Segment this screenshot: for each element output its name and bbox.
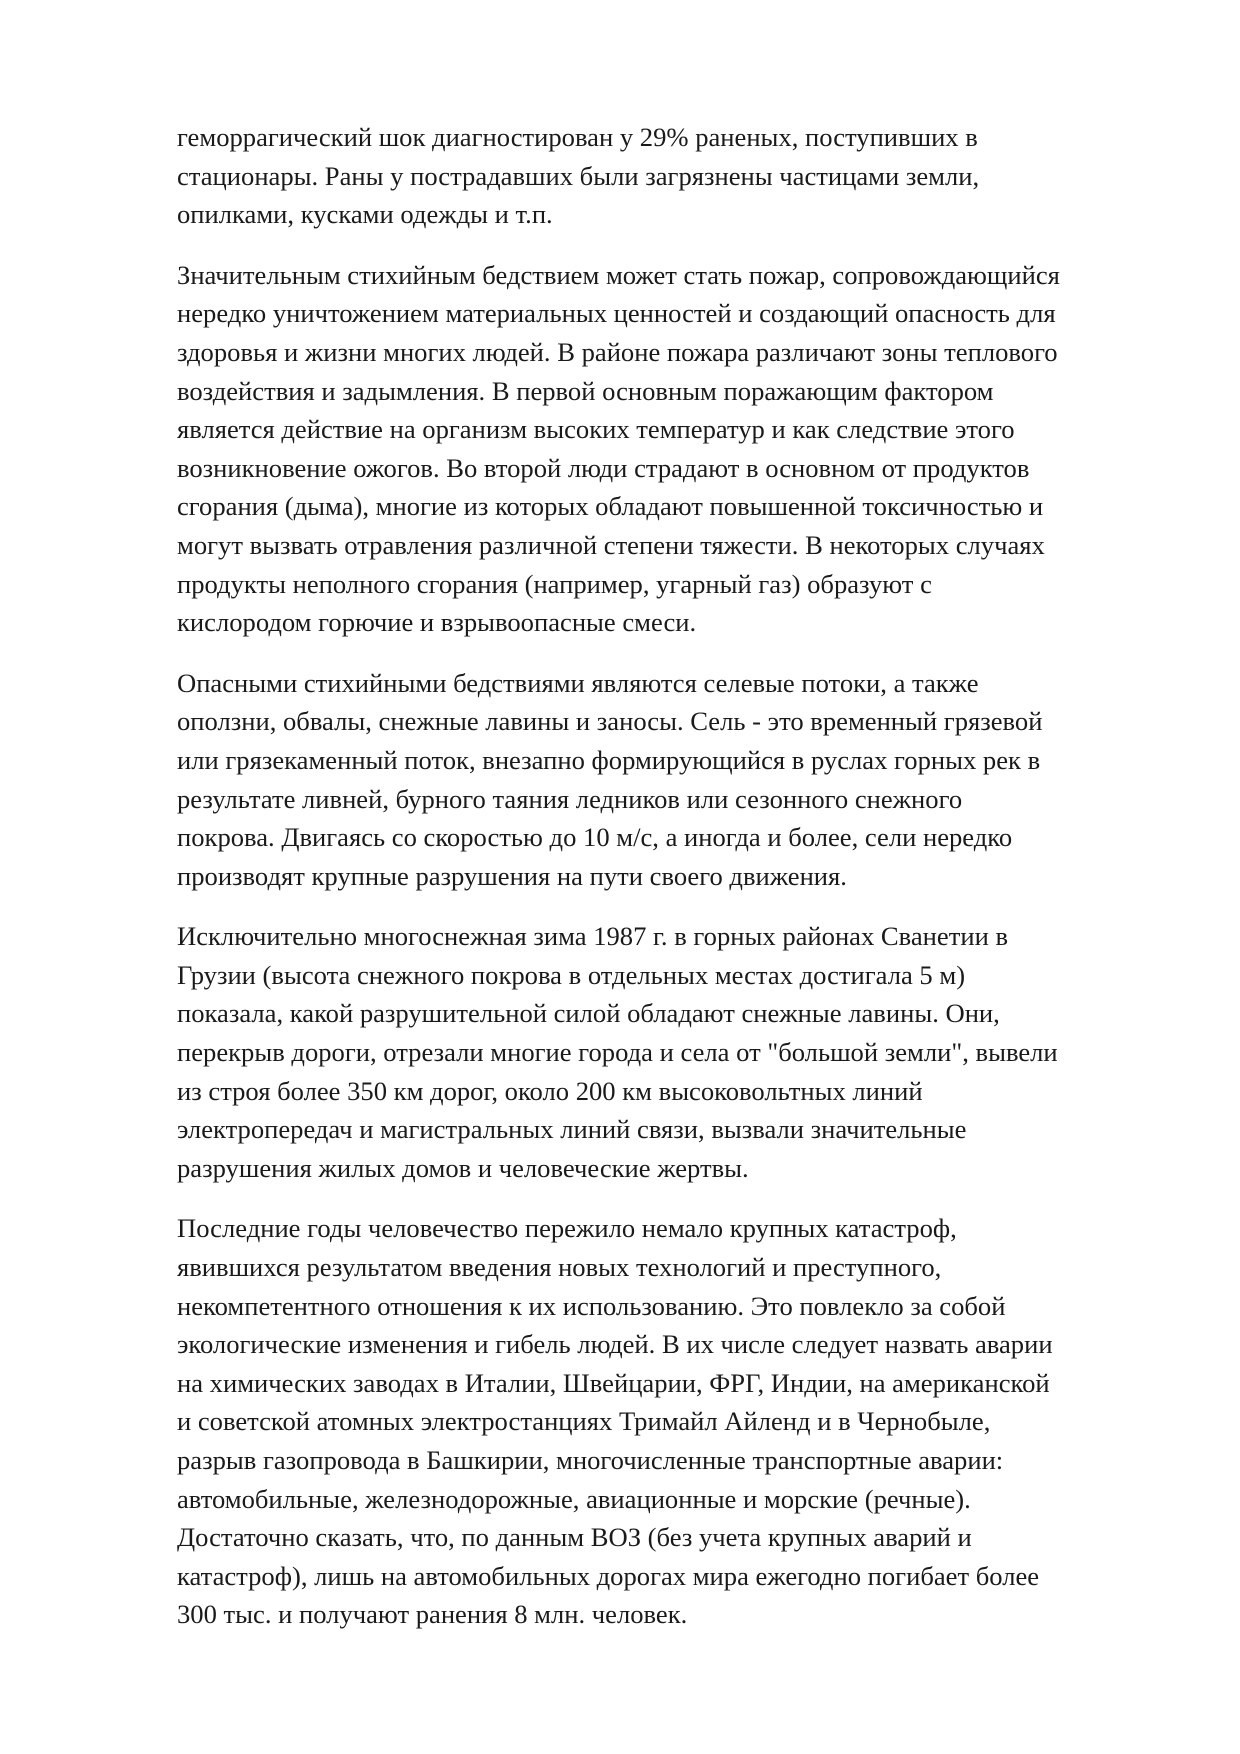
- text-line: 300 тыс. и получают ранения 8 млн. человек.: [177, 1599, 688, 1630]
- text-line: на химических заводах в Италии, Швейцарии, ФРГ, Индии, на американской: [177, 1367, 1050, 1398]
- text-line: некомпетентного отношения к их использованию. Это повлекло за собой: [177, 1290, 1006, 1321]
- text-line: результате ливней, бурного таяния ледников или сезонного снежного: [177, 783, 963, 814]
- text-line: экологические изменения и гибель людей. В их числе следует назвать аварии: [177, 1329, 1053, 1360]
- text-line: явившихся результатом введения новых технологий и преступного,: [177, 1252, 942, 1283]
- text-line: Опасными стихийными бедствиями являются селевые потоки, а также: [177, 667, 979, 698]
- text-line: Значительным стихийным бедствием может стать пожар, сопровождающийся: [177, 259, 1060, 290]
- text-line: производят крупные разрушения на пути своего движения.: [177, 860, 847, 891]
- text-line: из строя более 350 км дорог, около 200 км высоковольтных линий: [177, 1075, 923, 1106]
- text-line: разрушения жилых домов и человеческие жертвы.: [177, 1152, 749, 1183]
- text-line: воздействия и задымления. В первой основным поражающим фактором: [177, 375, 994, 406]
- text-line: кислородом горючие и взрывоопасные смеси.: [177, 607, 697, 638]
- text-line: автомобильные, железнодорожные, авиационные и морские (речные).: [177, 1483, 971, 1514]
- paragraph-mudflows: [177, 664, 1162, 896]
- text-line: возникновение ожогов. Во второй люди страдают в основном от продуктов: [177, 452, 1030, 483]
- text-line: катастроф), лишь на автомобильных дорогах мира ежегодно погибает более: [177, 1560, 1040, 1591]
- text-line: геморрагический шок диагностирован у 29% раненых, поступивших в: [177, 122, 978, 152]
- text-line: сгорания (дыма), многие из которых обладают повышенной токсичностью и: [177, 491, 1044, 522]
- text-line: покрова. Двигаясь со скоростью до 10 м/с, а иногда и более, сели нередко: [177, 822, 1013, 853]
- text-line: Грузии (высота снежного покрова в отдельных местах достигала 5 м): [177, 959, 966, 990]
- text-line: показала, какой разрушительной силой обладают снежные лавины. Они,: [177, 998, 1000, 1029]
- paragraph-fire: [177, 256, 1162, 642]
- paragraph-technological-disasters: [177, 1209, 1162, 1634]
- paragraph-avalanches: [177, 917, 1162, 1187]
- text-line: нередко уничтожением материальных ценностей и создающий опасность для: [177, 298, 1056, 329]
- text-line: Исключительно многоснежная зима 1987 г. в горных районах Сванетии в: [177, 921, 1009, 952]
- text-line: могут вызвать отравления различной степени тяжести. В некоторых случаях: [177, 529, 1045, 560]
- text-line: опилками, кусками одежды и т.п.: [177, 199, 553, 230]
- text-line: Последние годы человечество пережило немало крупных катастроф,: [177, 1213, 957, 1244]
- document-body: [177, 118, 1162, 1656]
- text-line: перекрыв дороги, отрезали многие города и села от "большой земли", вывели: [177, 1037, 1058, 1068]
- text-line: или грязекаменный поток, внезапно формирующийся в руслах горных рек в: [177, 744, 1041, 775]
- text-line: является действие на организм высоких температур и как следствие этого: [177, 414, 1015, 445]
- text-line: и советской атомных электростанциях Тримайл Айленд и в Чернобыле,: [177, 1406, 991, 1437]
- text-line: здоровья и жизни многих людей. В районе пожара различают зоны теплового: [177, 336, 1058, 367]
- text-line: разрыв газопровода в Башкирии, многочисленные транспортные аварии:: [177, 1445, 1004, 1475]
- text-line: электропередач и магистральных линий связи, вызвали значительные: [177, 1114, 967, 1145]
- text-line: Достаточно сказать, что, по данным ВОЗ (без учета крупных аварий и: [177, 1522, 972, 1553]
- paragraph-hemorrhagic-shock: [177, 118, 1162, 234]
- text-line: продукты неполного сгорания (например, угарный газ) образуют с: [177, 568, 932, 599]
- text-line: оползни, обвалы, снежные лавины и заносы. Сель - это временный грязевой: [177, 706, 1043, 737]
- text-line: стационары. Раны у пострадавших были загрязнены частицами земли,: [177, 160, 980, 191]
